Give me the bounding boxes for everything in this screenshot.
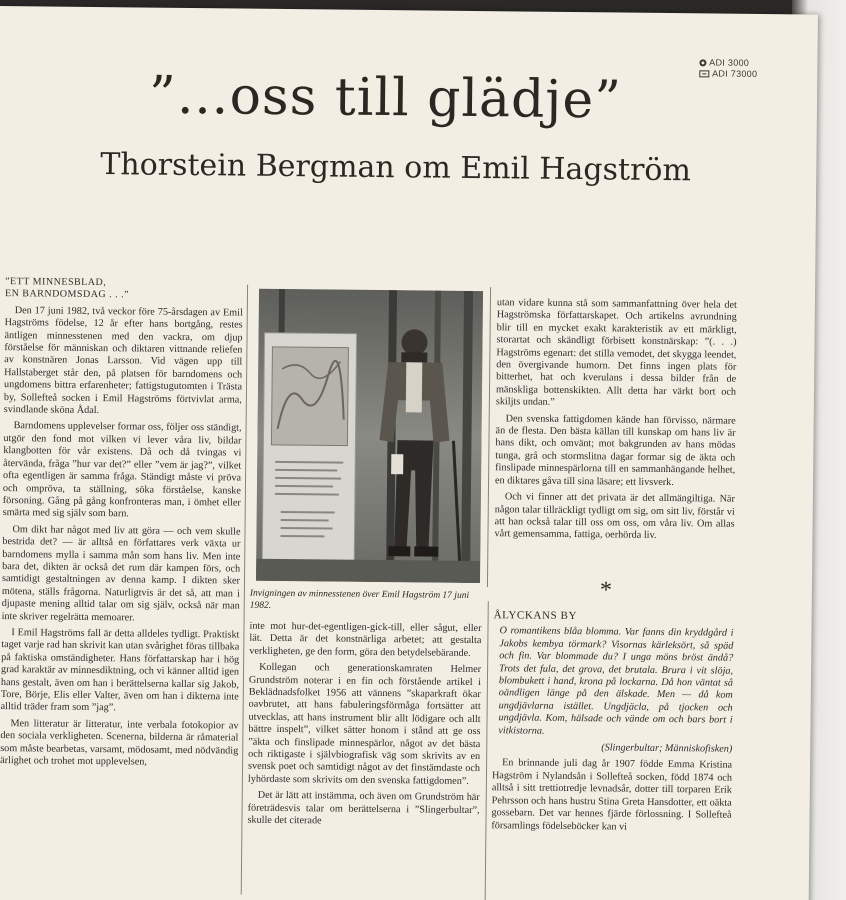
paragraph: I Emil Hagströms fall är detta alldeles tydligt. Praktiskt taget varje rad han skrivit kan utan svårighet föras tillbaka på faktiska omständigheter. Hans författarskap har i hög grad karaktär av minnesdiktning, och vi känner alltid igen hans gestalt, även om han i berättelserna kallar sig Jakob, Tore, Börje, Elis eller Valter, även om han i dikterna inte alltid träder fram som ”jag”. [0, 627, 240, 714]
section-separator: * [599, 577, 613, 604]
kicker [5, 276, 243, 303]
photo-illustration [256, 289, 483, 583]
catalog-numbers [699, 57, 757, 80]
paragraph: Den 17 juni 1982, två veckor före 75-årsdagen av Emil Hagströms födelse, 12 år efter hans bortgång, restes äntligen minnesstenen med den vackra, om djup förståelse för människan och diktaren vittnande reliefen av konstnären Jonas Larsson. Vid vägen upp till Hallstaberget står den, på platsen för barndomens och ungdomens bittra erfarenheter; fattigstugutomten i Trästa by, Sollefteå socken i Emil Hagströms förtvivlat arma, svindlande sköna Ådal. [3, 304, 243, 417]
catalog-tape-row [699, 68, 757, 80]
paragraph: Men litteratur är litteratur, inte verbala fotokopior av den sociala verkligheten. Scenerna, bilderna är råmaterial som måste bearbetas, varsamt, mödosamt, med nödvändig ärlighet och trohet mot upplevelsen, [0, 717, 239, 768]
box-divider [485, 601, 489, 900]
paragraph: Den svenska fattigdomen kände han förvisso, närmare än de flesta. Den bästa källan till kunskap om hans liv är hans dikt, och omvänt; mot bakgrunden av hans mödas tunga, grå och stormslitna dagar formar sig de äkta och finslipade minnespärlorna till en sammanhängande helhet, en diktares gåva till sina läsare; ett livsverk. [495, 412, 736, 488]
poem-quote: O romantikens blåa blomma. Var fanns din kryddgård i Jakobs kembyа törmark? Visornas kärleksört, så späd och fin. Var blommade du? I unga möns bröst ändå? Trots det fula, det grova, det brutala. Brura i vit slöja, blombukett i hand, krona på lockarna. Då hon väntat så oändligen länge på den älskade. Men — då kom ungdjävlarna istället. Ungdjäcla, på tjocken och ungdjävla. Kom, hälsade och vände om och bars bort i vitkistorna. [498, 625, 734, 737]
paragraph: inte mot hur-det-egentligen-gick-till, eller sågut, eller lät. Detta är det konstnärliga arbetet; att gestalta verkligheten, ge den form, göra den betydelsebärande. [249, 620, 482, 659]
disc-icon [699, 59, 706, 66]
disc-code: ADI 3000 [709, 57, 750, 68]
middle-column [247, 621, 481, 834]
paragraph: Kollegan och generationskamraten Helmer Grundström noterar i en fin och förstående artikel i Beklädnadsfolket 1956 att vännens ”skaparkraft ökar oavbrutet, att hans fabuleringsförmåga fortsätter att utvecklas, att hans instrument blir allt lödigare och allt bättre inspelt”, vilket sätter honom i stånd att ge oss ”äkta och finslipade minnespärlor, något av det bästa och riktigaste i självbiografisk väg som skrivits av en svensk poet och samtidigt något av det finstämdaste och lyhördaste som skrivits om den svenska fattigdomen”. [247, 661, 482, 787]
paragraph: utan vidare kunna stå som sammanfattning över hela det Hagströmska författarskapet. Och artikelns avrundning blir till en mycket exakt karakteristik av ett märkligt, storartat och skändligt förbisett konstnärskap: ”(. . .) Hagströms egenart: det stilla vemodet, det skygga leendet, den övergivande humorn. Det finns ingen plats för bitterhet, hat och kverulans i dessa bilder från de mänskliga bottenskikten. Allt detta har värkt bort och skiljts undan.” [495, 297, 737, 409]
kicker-line-1: ”ETT MINNESBLAD, [5, 276, 107, 289]
right-column-lower [491, 609, 733, 838]
kicker-line-2: EN BARNDOMSDAG . . .” [4, 288, 130, 301]
section-title: ÅLYCKANS BY [493, 609, 578, 623]
poem-attribution: (Slingerbultar; Människofisken) [601, 742, 733, 755]
photo-caption: Invigningen av minnesstenen över Emil Hagström 17 juni 1982. [249, 588, 470, 611]
photo [256, 289, 483, 583]
tape-code: ADI 73000 [712, 68, 758, 79]
record-sleeve-page [0, 6, 818, 900]
paragraph: Barndomens upplevelser formar oss, följer oss ständigt, utgör den fond mot vilken vi lever våra liv, bildar klangbotten för vår existens. Då och då tvingas vi återvända, fråga ”hur var det?” eller ”vem är jag?”, vilket ofta egentligen är samma fråga. Ständigt måste vi pröva och ompröva, ta ställning, söka förståelse, kanske försoning. Gång på gång konfronteras man, i ömhet eller smärta med sig själv som barn. [2, 420, 242, 520]
right-column [494, 297, 737, 547]
page-subtitle: Thorstein Bergman om Emil Hagström [100, 147, 692, 189]
cassette-icon [699, 70, 709, 77]
paragraph: Om dikt har något med liv att göra — och vem skulle bestrida det? — är alltså en författares verk växta ur barndomens mylla i samma mån som hans liv. Men inte bara det, dikten är också det rum där kampen förs, och samtidigt gestaltningen av denna kamp. I dikten sker mötena, ställs frågorna. Naturligtvis är det så, att man i djupaste mening alltid talar om sig själv, också när man inte skriver regelrätta memoarer. [1, 523, 241, 624]
paragraph: En brinnande juli dag år 1907 födde Emma Kristina Hagström i Nylandsån i Sollefteå socken, född 1874 och alltså i sitt trettiotredje levnadsår, dotter till torparen Erik Pehrsson och hans hustru Stina Greta Hansdotter, ett oäkta gossebarn. Det var hennes fjärde förlossning. I Sollefteå församlings födelseböcker kan vi [491, 757, 733, 833]
left-column [0, 276, 243, 774]
paragraph: Det är lätt att instämma, och även om Grundström här företrädesvis talar om berättelserna i ”Slingerbultar”, skulle det citerade [247, 790, 480, 827]
column-divider-right [487, 287, 491, 587]
catalog-disc-row [699, 57, 757, 69]
memorial-stone-illustration [262, 333, 357, 578]
paragraph: Och vi finner att det privata är det allmängiltiga. När någon talar tillräckligt tydligt om sig, om sitt liv, förstår vi att han också talar till oss om oss, om våra liv. Om allas vårt gemensamma, fattiga, oerhörda liv. [494, 491, 735, 542]
page-title: ”…oss till glädje” [148, 65, 623, 131]
